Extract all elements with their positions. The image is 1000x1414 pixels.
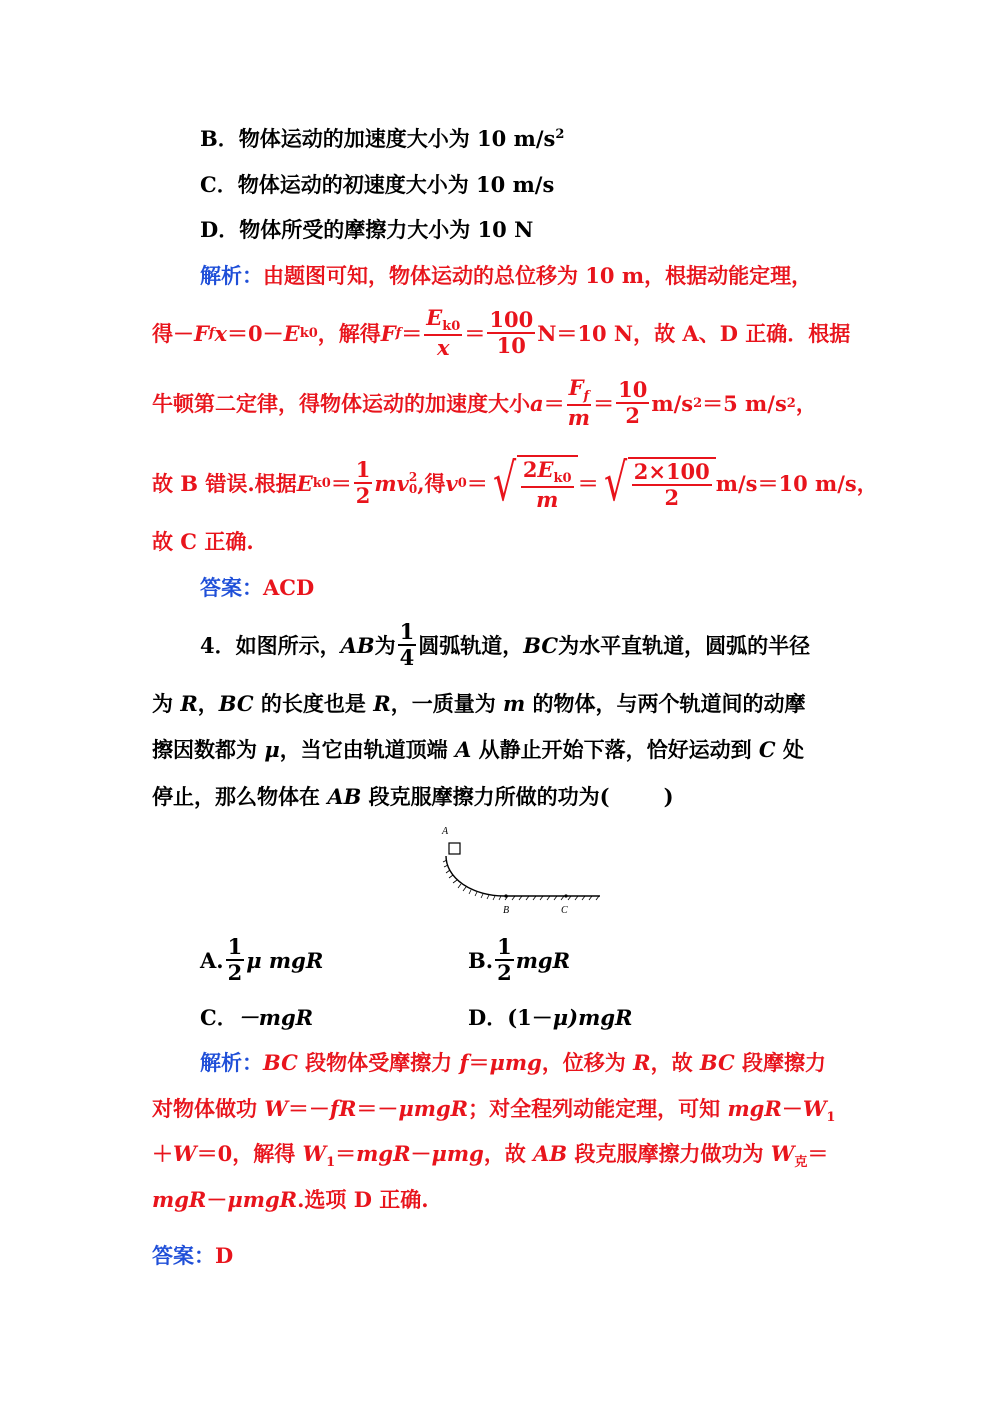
var: v — [445, 470, 458, 496]
option-label: D． — [468, 1005, 508, 1030]
var: μmgR — [227, 1187, 298, 1212]
question4-line2 — [152, 693, 806, 714]
text: 段克服摩擦力做功为 — [567, 1141, 771, 1166]
option-a-q4 — [200, 935, 323, 985]
var: x — [214, 320, 228, 346]
text: ，解得 — [317, 320, 381, 346]
text: ，位移为 — [541, 1050, 634, 1075]
numerator: 1 — [398, 621, 417, 646]
option-label: B． — [200, 126, 239, 151]
answer1 — [200, 577, 314, 598]
sub: k0 — [442, 318, 461, 334]
var: R — [373, 691, 391, 716]
numerator: 2×100 — [632, 461, 712, 486]
denominator: m — [567, 405, 590, 431]
text: ＝ — [807, 1141, 829, 1166]
text: m/s＝10 m/s， — [715, 470, 878, 496]
track-diagram — [430, 820, 610, 920]
option-text: 物体运动的加速度大小为 10 m/s — [238, 126, 556, 151]
text: ＝ — [335, 1141, 357, 1166]
option-d-q4 — [468, 1007, 632, 1028]
var: f — [459, 1050, 469, 1075]
sub: k0 — [312, 475, 331, 491]
fraction — [616, 376, 649, 428]
track-hatching — [443, 860, 599, 900]
denominator: x — [437, 335, 450, 361]
fraction — [487, 306, 535, 358]
var: F — [568, 374, 584, 400]
option-b-prev — [200, 128, 564, 149]
analysis1-line5: 故 C 正确. — [152, 529, 254, 554]
option-b-q4 — [468, 935, 570, 985]
text: ＝ — [466, 470, 488, 496]
var: W — [173, 1141, 197, 1166]
var: R — [633, 1050, 651, 1075]
label-c: C — [561, 905, 568, 916]
var: W — [802, 1096, 827, 1121]
text: ＝ — [464, 320, 486, 346]
answer-value: D — [215, 1243, 234, 1268]
var: μ — [552, 1005, 569, 1030]
fraction — [226, 933, 245, 985]
text: ＋ — [152, 1141, 173, 1166]
square-root: √ $\frac{2\times 100}{2}$ — [599, 457, 716, 509]
fraction — [354, 456, 373, 508]
var: E — [283, 320, 300, 346]
text: 段克服摩擦力所做的功为( — [361, 784, 610, 809]
var: F — [194, 320, 209, 346]
text: 牛顿第二定律，得物体运动的加速度大小 — [152, 390, 530, 416]
option-text: 物体所受的摩擦力大小为 10 N — [239, 217, 534, 242]
text: ，当它由轨道顶端 — [279, 737, 455, 762]
text: 段摩擦力 — [734, 1050, 827, 1075]
var: E — [426, 304, 443, 330]
var: W — [302, 1141, 327, 1166]
var: W — [264, 1096, 288, 1121]
text: m/s — [651, 390, 694, 416]
denominator: 2 — [664, 485, 680, 510]
text: ＝ — [577, 470, 599, 496]
text: ， — [197, 691, 219, 716]
answer-label: 答案： — [200, 575, 263, 600]
analysis-label: 解析： — [200, 1050, 263, 1075]
point-c — [564, 894, 567, 897]
text: 为水平直轨道，圆弧的半径 — [558, 632, 811, 658]
answer-label: 答案： — [152, 1243, 215, 1268]
superscript: 2 — [555, 127, 565, 142]
answer-value: ACD — [263, 575, 315, 600]
analysis2-line4 — [152, 1189, 429, 1210]
text: 4．如图所示， — [200, 632, 341, 658]
var: v — [396, 470, 409, 496]
numerator: 1 — [354, 459, 373, 484]
var: μmg — [489, 1050, 542, 1075]
text: N＝10 N，故 A、D 正确．根据 — [537, 320, 851, 346]
text: .选项 D 正确. — [297, 1187, 429, 1212]
var: mgR — [152, 1187, 207, 1212]
numerator: 1 — [226, 936, 245, 961]
label-a: A — [442, 826, 449, 837]
text: ＝ — [543, 390, 565, 416]
denominator: 2 — [355, 483, 371, 508]
text: 处 — [775, 737, 804, 762]
option-c-prev — [200, 174, 554, 195]
answer2 — [152, 1245, 233, 1266]
text: 的长度也是 — [253, 691, 374, 716]
var: mgR — [727, 1096, 782, 1121]
var: a — [530, 390, 544, 416]
option-text: )mgR — [568, 1005, 633, 1030]
square-root: √ $\frac{2E_{k0}}{m}$ — [488, 455, 578, 512]
text: 故 B 错误.根据 — [152, 470, 297, 496]
sub: 1 — [826, 1110, 836, 1126]
var: μmg — [431, 1141, 484, 1166]
text: 圆弧轨道， — [418, 632, 524, 658]
analysis1-line1 — [200, 265, 812, 286]
var: AB — [327, 784, 362, 809]
var: BC — [523, 632, 559, 658]
analysis1-line3 — [152, 374, 817, 431]
superscript: 2 — [408, 470, 418, 484]
analysis2-line2 — [152, 1098, 835, 1124]
option-label: B. — [468, 947, 494, 973]
label-b: B — [503, 905, 510, 916]
fraction — [632, 458, 712, 510]
var: m — [503, 691, 526, 716]
text: 段物体受摩擦力 — [297, 1050, 460, 1075]
superscript: 2 — [786, 395, 796, 411]
superscript: 2 — [693, 395, 703, 411]
text: ， — [795, 390, 817, 416]
fraction — [495, 933, 514, 985]
option-d-prev — [200, 219, 533, 240]
var: BC — [218, 691, 254, 716]
var: W — [770, 1141, 795, 1166]
sub: f — [208, 325, 215, 341]
text: ，故 — [650, 1050, 700, 1075]
sub: 1 — [326, 1155, 336, 1171]
sub: k0 — [299, 325, 318, 341]
question4-line3 — [152, 739, 804, 760]
text: － — [781, 1096, 803, 1121]
text: ＝0，解得 — [196, 1141, 303, 1166]
var: AB — [340, 632, 375, 658]
numerator: 2 — [522, 456, 538, 482]
text: 为 — [152, 691, 181, 716]
analysis1-line4 — [152, 452, 878, 514]
text: ；对全程列动能定理，可知 — [468, 1096, 728, 1121]
analysis1-line2 — [152, 304, 851, 361]
sub: f — [583, 388, 590, 404]
var: μmgR — [398, 1096, 469, 1121]
track-line — [446, 856, 600, 896]
option-text: －mgR — [237, 1005, 314, 1030]
text: － — [410, 1141, 432, 1166]
text: ＝0－ — [227, 320, 284, 346]
var: E — [537, 456, 554, 482]
text: ,得 — [417, 470, 446, 496]
var: AB — [533, 1141, 568, 1166]
var: BC — [699, 1050, 735, 1075]
text: ＝－ — [356, 1096, 399, 1121]
option-c-q4 — [200, 1007, 313, 1028]
option-text: mgR — [515, 947, 571, 973]
question4-line4 — [152, 786, 674, 807]
option-text: μ mgR — [246, 947, 324, 973]
text: 的物体，与两个轨道间的动摩 — [525, 691, 806, 716]
text: 停止，那么物体在 — [152, 784, 328, 809]
sub: 0 — [408, 482, 418, 496]
var: R — [180, 691, 198, 716]
denominator: 4 — [399, 645, 415, 670]
question4-line1 — [200, 620, 810, 670]
text: 擦因数都为 — [152, 737, 265, 762]
text: ＝－ — [287, 1096, 330, 1121]
text: ＝ — [330, 470, 352, 496]
var: E — [296, 470, 313, 496]
option-label: C． — [200, 1005, 238, 1030]
text: ) — [663, 784, 674, 809]
var: F — [380, 320, 396, 346]
denominator: 10 — [496, 333, 526, 358]
fraction — [398, 618, 417, 670]
text: 得－ — [152, 320, 194, 346]
sub: f — [395, 325, 402, 341]
text: ，一质量为 — [390, 691, 504, 716]
var: A — [455, 737, 472, 762]
text: ＝ — [468, 1050, 490, 1075]
var: BC — [263, 1050, 298, 1075]
text: － — [206, 1187, 228, 1212]
fraction — [567, 374, 592, 431]
text: 从静止开始下落，恰好运动到 — [471, 737, 759, 762]
analysis2-line1 — [200, 1052, 826, 1073]
text: ＝5 m/s — [702, 390, 787, 416]
var: fR — [329, 1096, 357, 1121]
option-label: A. — [200, 947, 224, 973]
sub: 0 — [457, 475, 467, 491]
block — [449, 843, 460, 854]
sub: 克 — [794, 1155, 808, 1171]
var: C — [758, 737, 776, 762]
option-text: (1－ — [507, 1005, 553, 1030]
denominator: 2 — [625, 403, 641, 428]
numerator: 10 — [616, 379, 649, 404]
option-label: C． — [200, 172, 238, 197]
fraction — [424, 304, 462, 361]
var: mgR — [356, 1141, 411, 1166]
option-label: D． — [200, 217, 240, 242]
denominator: m — [536, 487, 559, 513]
denominator: 2 — [227, 960, 243, 985]
analysis-label: 解析： — [200, 263, 263, 288]
numerator: 100 — [487, 309, 535, 334]
option-text: 物体运动的初速度大小为 10 m/s — [237, 172, 555, 197]
analysis-text: 由题图可知，物体运动的总位移为 10 m，根据动能定理， — [263, 263, 813, 288]
text: 对物体做功 — [152, 1096, 265, 1121]
point-b — [504, 894, 507, 897]
denominator: 2 — [497, 960, 512, 985]
text: 为 — [374, 632, 396, 658]
var: m — [374, 470, 397, 496]
text: ，故 — [483, 1141, 534, 1166]
var: μ — [264, 737, 280, 762]
analysis2-line3 — [152, 1143, 828, 1169]
numerator: 1 — [495, 936, 514, 961]
text: ＝ — [401, 320, 423, 346]
fraction — [521, 456, 574, 513]
text: ＝ — [593, 390, 615, 416]
sub: k0 — [553, 470, 572, 486]
